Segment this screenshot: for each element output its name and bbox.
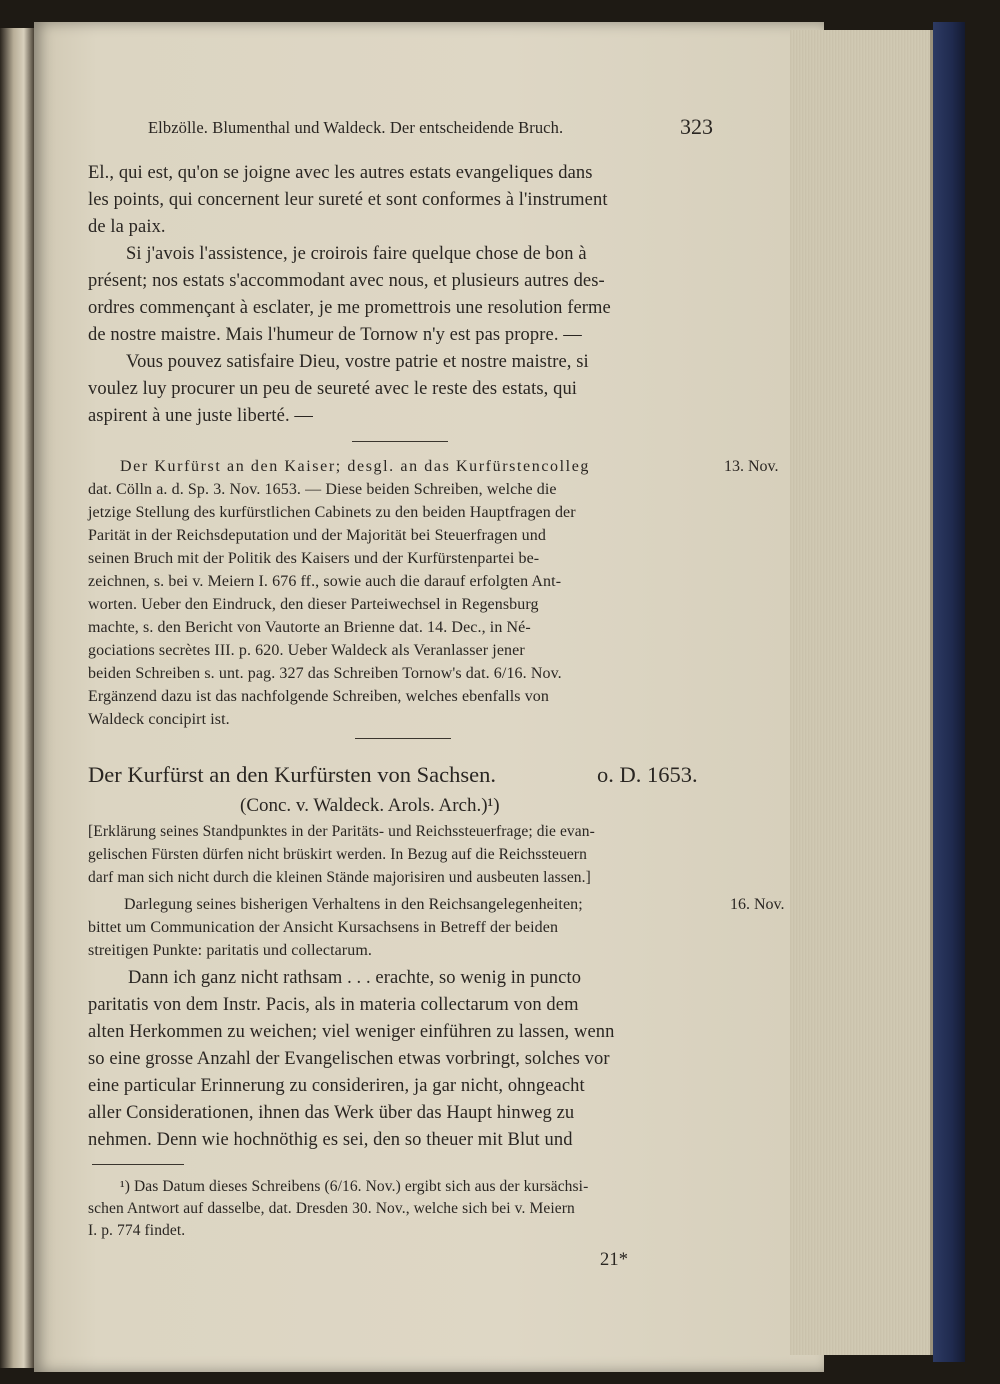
body-line: Dann ich ganz nicht rathsam . . . erachte, so wenig in puncto <box>128 968 582 988</box>
abstract-line: bittet um Communication der Ansicht Kursachsens in Betreff der beiden <box>88 919 559 936</box>
note-line: Waldeck concipirt ist. <box>88 711 230 728</box>
note-line: Parität in der Reichsdeputation und der Majorität bei Steuerfragen und <box>88 527 546 544</box>
footnote-line: ¹) Das Datum dieses Schreibens (6/16. Nov.) ergibt sich aus der kursächsi- <box>120 1178 589 1195</box>
note-line: worten. Ueber den Eindruck, den dieser Parteiwechsel in Regensburg <box>88 596 539 613</box>
summary-line: darf man sich nicht durch die kleinen Stände majorisiren und ausbeuten lassen.] <box>88 869 591 886</box>
note-line: Ergänzend dazu ist das nachfolgende Schreiben, welches ebenfalls von <box>88 688 550 705</box>
body-line: aller Considerationen, ihnen das Werk über das Haupt hinweg zu <box>88 1103 575 1123</box>
body-line: nehmen. Denn wie hochnöthig es sei, den so theuer mit Blut und <box>88 1130 573 1150</box>
letter-line: les points, qui concernent leur sureté et sont conformes à l'instrument <box>88 190 608 210</box>
note-line: zeichnen, s. bei v. Meiern I. 676 ff., sowie auch die darauf erfolgten Ant- <box>88 573 562 590</box>
section-rule <box>352 441 448 442</box>
abstract-line: Darlegung seines bisherigen Verhaltens in den Reichsangelegenheiten; <box>124 896 583 913</box>
summary-line: gelischen Fürsten dürfen nicht brüskirt werden. In Bezug auf die Reichssteuern <box>88 846 587 863</box>
note-line: gociations secrètes III. p. 620. Ueber Waldeck als Veranlasser jener <box>88 642 525 659</box>
letter-line: ordres commençant à esclater, je me promettrois une resolution ferme <box>88 298 611 318</box>
letter-line: Si j'avois l'assistence, je croirois faire quelque chose de bon à <box>126 244 587 264</box>
margin-date: 16. Nov. <box>730 896 785 913</box>
signature-mark: 21* <box>600 1250 629 1270</box>
body-line: so eine grosse Anzahl der Evangelischen etwas vorbringt, solches vor <box>88 1049 610 1069</box>
letter-line: de nostre maistre. Mais l'humeur de Tornow n'y est pas propre. — <box>88 325 582 345</box>
footnote-rule <box>92 1164 184 1165</box>
section-heading: Der Kurfürst an den Kurfürsten von Sachsen. <box>88 762 497 787</box>
body-line: paritatis von dem Instr. Pacis, als in materia collectarum von dem <box>88 995 579 1015</box>
note-line: machte, s. den Bericht von Vautorte an Brienne dat. 14. Dec., in Né- <box>88 619 531 636</box>
margin-date: 13. Nov. <box>724 458 779 475</box>
summary-line: [Erklärung seines Standpunktes in der Paritäts- und Reichssteuerfrage; die evan- <box>88 823 595 840</box>
note-line: beiden Schreiben s. unt. pag. 327 das Schreiben Tornow's dat. 6/16. Nov. <box>88 665 562 682</box>
note-line: seinen Bruch mit der Politik des Kaisers und der Kurfürstenpartei be- <box>88 550 540 567</box>
letter-line: voulez luy procurer un peu de seureté avec le reste des estats, qui <box>88 379 578 399</box>
note-line: dat. Cölln a. d. Sp. 3. Nov. 1653. — Diese beiden Schreiben, welche die <box>88 481 557 498</box>
letter-line: Vous pouvez satisfaire Dieu, vostre patrie et nostre maistre, si <box>126 352 589 372</box>
running-title: Elbzölle. Blumenthal und Waldeck. Der entscheidende Bruch. <box>148 118 564 137</box>
body-line: eine particular Erinnerung zu consideriren, ja gar nicht, ohngeacht <box>88 1076 585 1096</box>
letter-line: El., qui est, qu'on se joigne avec les autres estats evangeliques dans <box>88 163 593 183</box>
letter-line: présent; nos estats s'accommodant avec nous, et plusieurs autres des- <box>88 271 605 291</box>
letter-line: aspirent à une juste liberté. — <box>88 406 314 426</box>
footnote-line: schen Antwort auf dasselbe, dat. Dresden 30. Nov., welche sich bei v. Meiern <box>88 1200 575 1217</box>
section-rule <box>355 738 451 739</box>
section-date: o. D. 1653. <box>597 762 698 787</box>
page-number: 323 <box>680 114 713 139</box>
footnote-line: I. p. 774 findet. <box>88 1222 186 1239</box>
section-source: (Conc. v. Waldeck. Arols. Arch.)¹) <box>240 795 500 816</box>
note-line: Der Kurfürst an den Kaiser; desgl. an das Kurfürstencolleg <box>120 458 591 475</box>
note-line: jetzige Stellung des kurfürstlichen Cabinets zu den beiden Hauptfragen der <box>88 504 576 521</box>
letter-line: de la paix. <box>88 217 166 237</box>
abstract-line: streitigen Punkte: paritatis und collectarum. <box>88 942 372 959</box>
body-line: alten Herkommen zu weichen; viel weniger einführen zu lassen, wenn <box>88 1022 615 1042</box>
